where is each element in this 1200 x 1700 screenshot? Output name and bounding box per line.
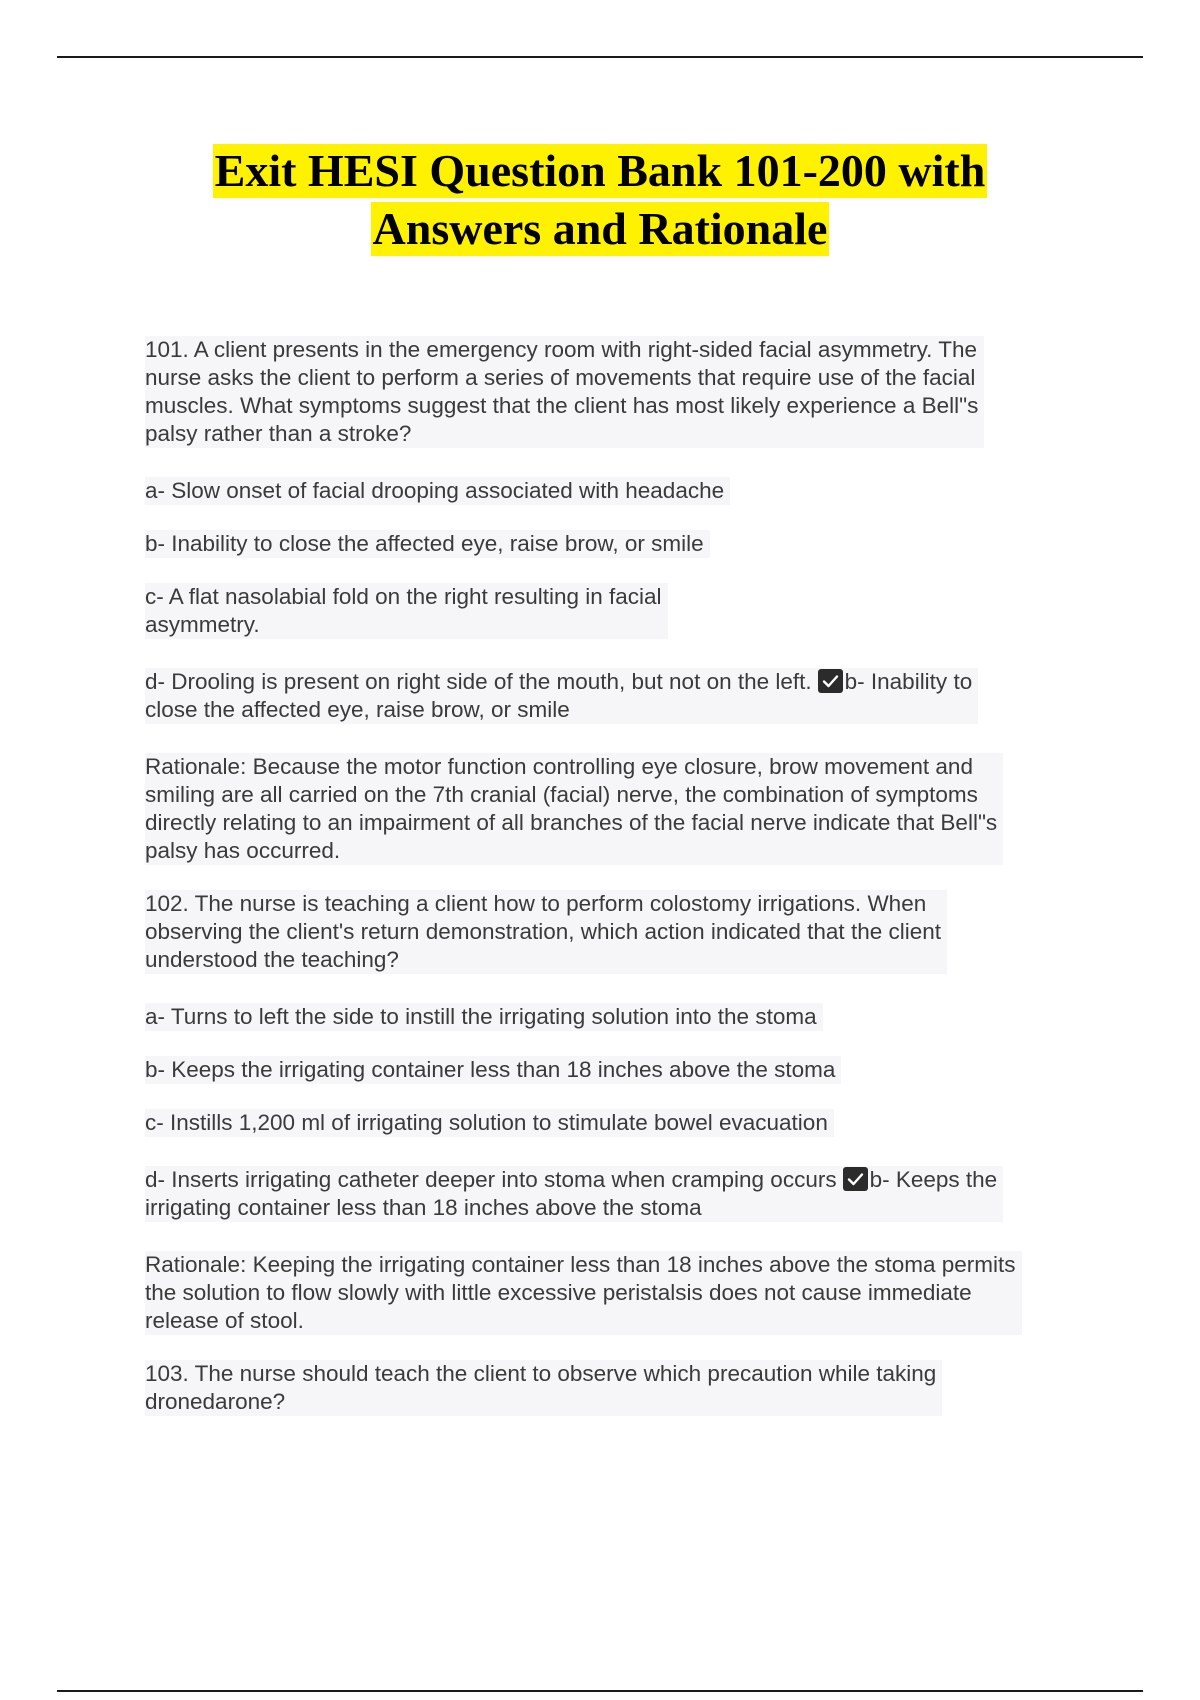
answer-line: [145, 1166, 1003, 1222]
option-block: [145, 1003, 1090, 1031]
question-stem: 102. The nurse is teaching a client how to perform colostomy irrigations. When observing the client's return demonstration, which action indicated that the client understood the teaching?: [145, 890, 947, 974]
option-block: [145, 530, 1090, 558]
option-d: d- Inserts irrigating catheter deeper into stoma when cramping occurs: [145, 1167, 837, 1192]
title-line-2: Answers and Rationale: [372, 203, 828, 254]
option-a: a- Slow onset of facial drooping associated with headache: [145, 477, 730, 505]
title-line-1: Exit HESI Question Bank 101-200 with: [214, 145, 986, 196]
option-block: [145, 1109, 1090, 1137]
question-stem: 103. The nurse should teach the client to observe which precaution while taking dronedarone?: [145, 1360, 942, 1416]
question-stem: 101. A client presents in the emergency room with right-sided facial asymmetry. The nurse asks the client to perform a series of movements that require use of the facial muscles. What symptoms suggest that the client has most likely experience a Bell"s palsy rather than a stroke?: [145, 336, 984, 448]
rationale-block: [145, 1251, 1090, 1335]
document-title: [0, 144, 1200, 256]
question-103-stem-block: [145, 1360, 1090, 1416]
question-list: [145, 336, 1090, 1441]
option-a: a- Turns to left the side to instill the irrigating solution into the stoma: [145, 1003, 823, 1031]
option-b: b- Keeps the irrigating container less than 18 inches above the stoma: [145, 1056, 841, 1084]
top-rule: [57, 56, 1143, 58]
option-d: d- Drooling is present on right side of the mouth, but not on the left.: [145, 669, 812, 694]
checkmark-icon: [843, 1167, 868, 1191]
question-102-stem-block: [145, 890, 1090, 974]
option-c: c- A flat nasolabial fold on the right resulting in facial asymmetry.: [145, 583, 668, 639]
rationale: Rationale: Keeping the irrigating container less than 18 inches above the stoma permits the solution to flow slowly with little excessive peristalsis does not cause immediate release of stool.: [145, 1251, 1022, 1335]
answer-text: b- Keeps the: [869, 1167, 998, 1192]
option-block: [145, 583, 1090, 639]
option-c: c- Instills 1,200 ml of irrigating solution to stimulate bowel evacuation: [145, 1109, 834, 1137]
rationale-block: [145, 753, 1090, 865]
option-block: [145, 477, 1090, 505]
answer-text: b- Inability to: [844, 669, 973, 694]
question-101-stem-block: [145, 336, 1090, 448]
checkmark-icon: [818, 669, 843, 693]
option-b: b- Inability to close the affected eye, raise brow, or smile: [145, 530, 710, 558]
answer-text-continued: irrigating container less than 18 inches above the stoma: [145, 1195, 702, 1220]
bottom-rule: [57, 1690, 1143, 1692]
option-d-with-answer: [145, 668, 1090, 724]
answer-line: [145, 668, 978, 724]
rationale: Rationale: Because the motor function controlling eye closure, brow movement and smiling are all carried on the 7th cranial (facial) nerve, the combination of symptoms directly relating to an impairment of all branches of the facial nerve indicate that Bell"s palsy has occurred.: [145, 753, 1003, 865]
option-d-with-answer: [145, 1166, 1090, 1222]
option-block: [145, 1056, 1090, 1084]
answer-text-continued: close the affected eye, raise brow, or smile: [145, 697, 570, 722]
